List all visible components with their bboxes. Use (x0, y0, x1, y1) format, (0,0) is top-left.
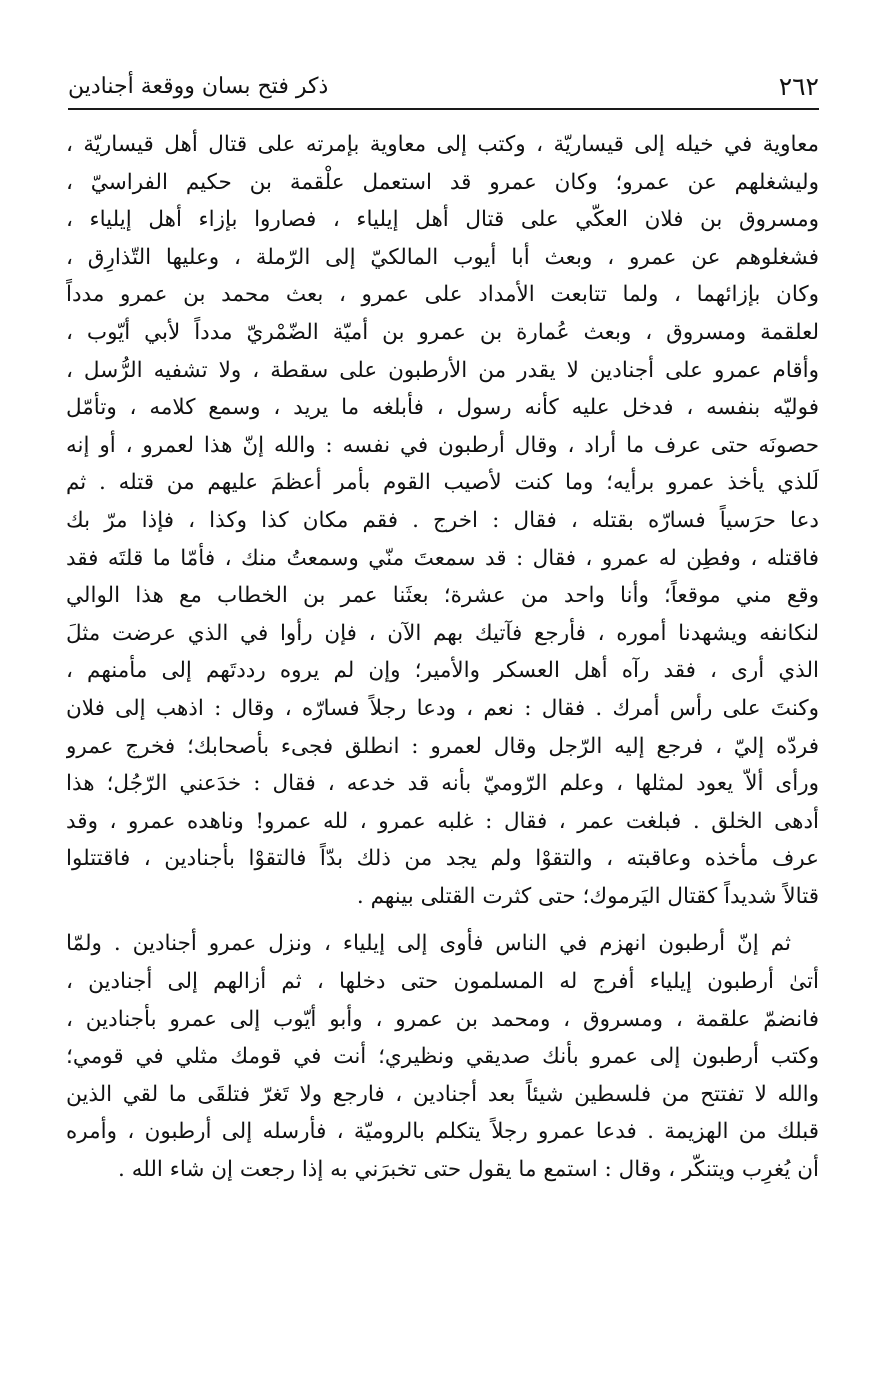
paragraph-gap (66, 915, 819, 925)
page-header (68, 62, 819, 110)
text-line: فوليّه بنفسه ، فدخل عليه كأنه رسول ، فأبلغه ما يريد ، وسمع كلامه ، وتأمّل (66, 395, 819, 421)
body-text (66, 126, 819, 1189)
text-line: وكتب أرطبون إلى عمرو بأنك صديقي ونظيري؛ أنت في قومك مثلي في قومي؛ (66, 1044, 819, 1070)
text-line: قبلك من الهزيمة . فدعا عمرو رجلاً يتكلم بالروميّة ، فأرسله إلى أرطبون ، وأمره (66, 1119, 819, 1145)
text-line: عرف مأخذه وعاقبته ، والتقوْا ولم يجد من ذلك بدّاً فالتقوْا بأجنادين ، فاقتتلوا (66, 846, 819, 872)
text-line: معاوية في خيله إلى قيساريّة ، وكتب إلى معاوية بإمرته على قتال أهل قيساريّة ، (66, 132, 819, 157)
text-line: وأقام عمرو على أجنادين لا يقدر من الأرطبون على سقطة ، ولا تشفيه الرُّسل ، (66, 357, 819, 383)
text-line: دعا حرَسياً فسارّه بقتله ، فقال : اخرج . فقم مكان كذا وكذا ، فإذا مرّ بك (66, 507, 819, 533)
text-line: لنكانفه ويشهدنا أموره ، فأرجع فآتيك بهم الآن ، فإن رأوا في الذي عرضت مثلَ (66, 620, 819, 646)
text-line: وليشغلهم عن عمرو؛ وكان عمرو قد استعمل علْقمة بن حكيم الفراسيّ ، (66, 169, 819, 195)
text-line: أتىٰ أرطبون إيلياء أفرج له المسلمون حتى دخلها ، ثم أزالهم إلى أجنادين ، (66, 969, 819, 995)
page-number: ٢٦٢ (778, 72, 819, 101)
text-line: ومسروق بن فلان العكّي على قتال أهل إيلياء ، فصاروا بإزاء أهل إيلياء ، (66, 207, 819, 233)
paragraph (66, 925, 819, 1188)
text-line: ورأى ألاّ يعود لمثلها ، وعلم الرّوميّ بأنه قد خدعه ، فقال : خدَعني الرّجُل؛ هذا (66, 771, 819, 797)
text-line: فاقتله ، وفطِن له عمرو ، فقال : قد سمعتَ منّي وسمعتُ منك ، فأمّا ما قلتَه فقد (66, 545, 819, 571)
text-line: وقع مني موقعاً؛ وأنا واحد من عشرة؛ بعثَنا عمر بن الخطاب مع هذا الوالي (66, 583, 819, 609)
text-line: أدهى الخلق . فبلغت عمر ، فقال : غلبه عمرو ، لله عمرو! وناهده عمرو ، وقد (66, 808, 819, 834)
text-line: ثم إنّ أرطبون انهزم في الناس فأوى إلى إيلياء ، ونزل عمرو أجنادين . ولمّا (66, 931, 791, 957)
text-line: الذي أرى ، فقد رآه أهل العسكر والأمير؛ وإن لم يروه رددتَهم إلى مأمنهم ، (66, 658, 819, 684)
text-line: فانضمّ علقمة ، ومسروق ، ومحمد بن عمرو ، وأبو أيّوب إلى عمرو بأجنادين ، (66, 1006, 819, 1032)
text-line: فردّه إليّ ، فرجع إليه الرّجل وقال لعمرو : انطلق فجىء بأصحابك؛ فخرج عمرو (66, 733, 819, 759)
text-line: لَلذي يأخذ عمرو برأيه؛ وما كنت لأصيب القوم بأمر أعظمَ عليهم من قتله . ثم (66, 470, 819, 496)
text-line: قتالاً شديداً كقتال اليَرموك؛ حتى كثرت القتلى بينهم . (356, 883, 819, 909)
text-line: وكان بإزائهما ، ولما تتابعت الأمداد على عمرو ، بعث محمد بن عمرو مدداً (66, 282, 819, 308)
text-line: وكنتَ على رأس أمرك . فقال : نعم ، ودعا رجلاً فسارّه ، وقال : اذهب إلى فلان (66, 695, 819, 721)
text-line: أن يُغرِب ويتنكّر ، وقال : استمع ما يقول حتى تخبرَني به إذا رجعت إن شاء الله . (118, 1157, 819, 1183)
text-line: لعلقمة ومسروق ، وبعث عُمارة بن عمرو بن أميّة الضّمْريّ مدداً لأبي أيّوب ، (66, 319, 819, 345)
paragraph (66, 126, 819, 915)
running-title: ذكر فتح بسان ووقعة أجنادين (68, 74, 329, 99)
text-line: حصونَه حتى عرف ما أراد ، وقال أرطبون في نفسه : والله إنّ هذا لعمرو ، أو إنه (66, 432, 819, 458)
text-line: فشغلوهم عن عمرو ، وبعث أبا أيوب المالكيّ إلى الرّملة ، وعليها التّذارِق ، (66, 244, 819, 270)
text-line: والله لا تفتتح من فلسطين شيئاً بعد أجنادين ، فارجع ولا تَغرّ فتلقَى ما لقي الذين (66, 1081, 819, 1107)
